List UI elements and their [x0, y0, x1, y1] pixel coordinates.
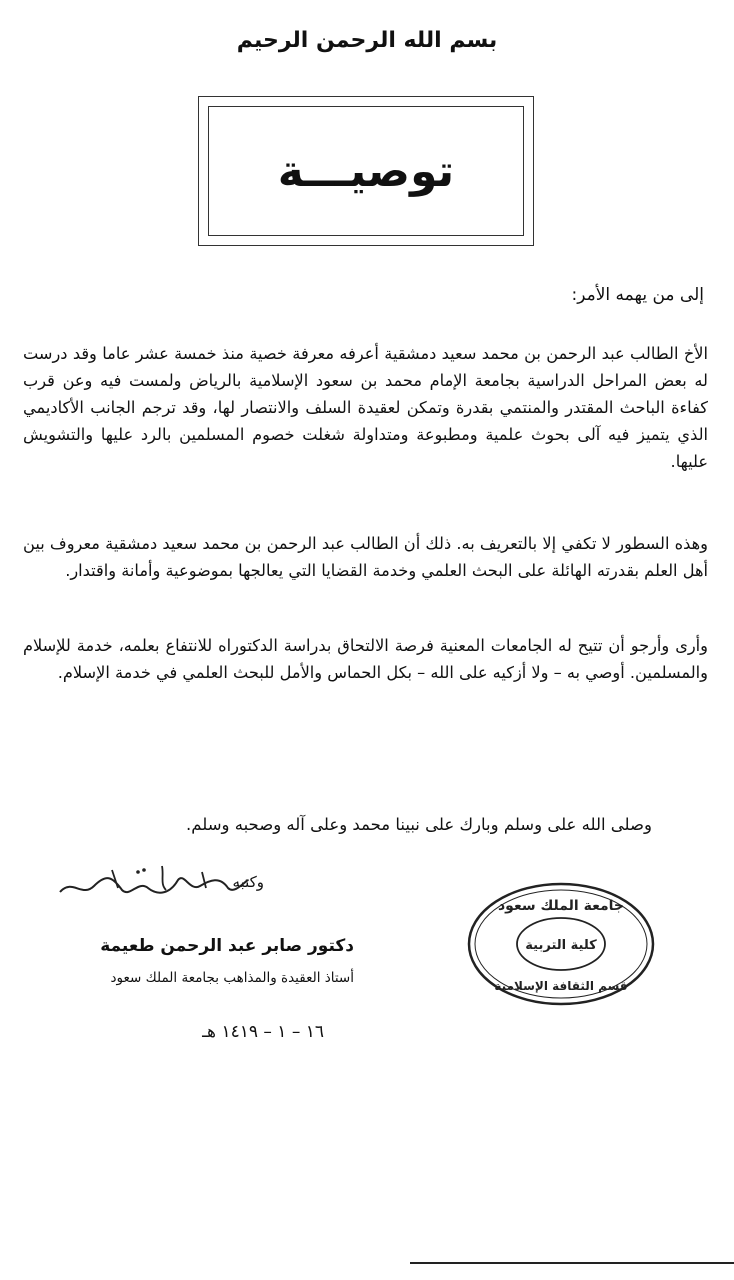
footer-rule	[410, 1262, 734, 1264]
signer-title: أستاذ العقيدة والمذاهب بجامعة الملك سعود	[110, 970, 354, 986]
salutation: إلى من يهمه الأمر:	[571, 285, 704, 305]
document-date: ١٦ – ١ – ١٤١٩ هـ	[202, 1022, 324, 1042]
university-seal	[466, 880, 656, 1008]
basmala-heading: بسم الله الرحمن الرحيم	[236, 28, 498, 53]
seal-outer-text: جامعة الملك سعود	[498, 898, 624, 914]
written-by-label: وكتبه	[232, 873, 264, 891]
signer-name: دكتور صابر عبد الرحمن طعيمة	[100, 936, 354, 956]
handwritten-signature	[52, 858, 252, 906]
document-title: توصيـــة	[277, 145, 455, 197]
paragraph-3: وأرى وأرجو أن تتيح له الجامعات المعنية فرصة الالتحاق بدراسة الدكتوراه للانتفاع بعلمه، خدمة للإسلام والمسلمين. أوصي به – ولا أزكيه على الله – بكل الحماس والأمل للبحث العلمي في خدمة الإسلام.	[23, 636, 708, 682]
closing-prayer: وصلى الله على وسلم وبارك على نبينا محمد وعلى آله وصحبه وسلم.	[186, 815, 652, 834]
seal-center-text: كلية التربية	[525, 938, 597, 953]
seal-bottom-text: قسم الثقافة الإسلامية	[494, 979, 628, 993]
paragraph-2: وهذه السطور لا تكفي إلا بالتعريف به. ذلك أن الطالب عبد الرحمن بن محمد سعيد دمشقية معروف بين أهل العلم بقدرته الهائلة على البحث العلمي وخدمة القضايا التي يعالجها بموضوعية وأمانة واقتدار.	[23, 534, 708, 580]
title-frame-inner	[208, 106, 524, 236]
paragraph-1: الأخ الطالب عبد الرحمن بن محمد سعيد دمشقية أعرفه معرفة خصية منذ خمسة عشر عاما وقد درست له بعض المراحل الدراسية بجامعة الإمام محمد بن سعود الإسلامية بالرياض ولمست فيه وعن قرب كفاءة الباحث المقتدر والمنتمي بقدرة وتمكن لعقيدة السلف والانتصار لها، وقد ترجم الجانب الأكاديمي الذي يتميز فيه آلى بحوث علمية ومطبوعة ومتداولة شغلت خصوم المسلمين بالرد عليها والتشويش عليها.	[23, 344, 708, 471]
